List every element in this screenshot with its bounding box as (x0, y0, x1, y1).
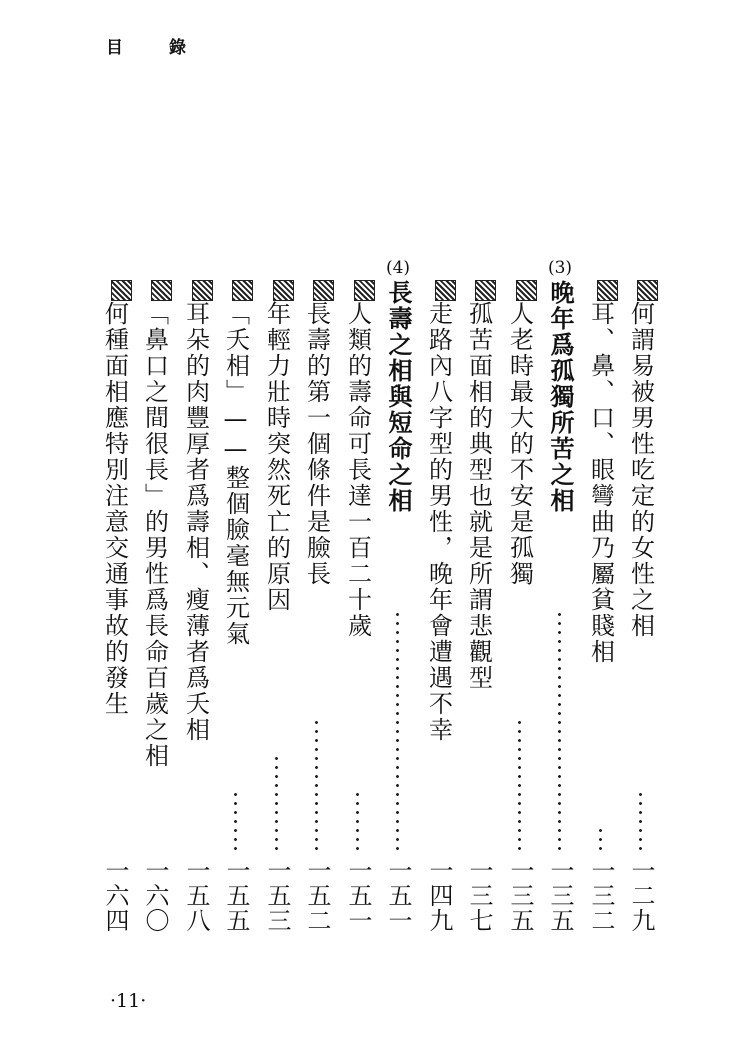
hatched-square-icon (475, 280, 496, 301)
toc-entry-text (260, 280, 294, 613)
toc-entry-text (98, 280, 132, 717)
hatched-square-icon (232, 280, 253, 301)
toc-entry[interactable] (138, 280, 172, 970)
toc-entry-title: 耳朵的肉豐厚者爲壽相、瘦薄者爲夭相 (181, 301, 210, 743)
toc-entry-text (381, 280, 415, 514)
hatched-square-icon (151, 280, 172, 301)
toc-page-number: 一五八 (182, 858, 210, 933)
toc-entry-text (179, 280, 213, 743)
toc-page-number: 一二九 (627, 858, 655, 933)
toc-page-number: 一五二 (303, 858, 331, 933)
toc-entry-text (138, 280, 172, 769)
toc-entry[interactable] (462, 280, 496, 970)
toc-page-number: 一三二 (587, 858, 615, 933)
toc-entry-text (503, 280, 537, 587)
hatched-square-icon (313, 280, 334, 301)
toc-entry-text (624, 280, 658, 639)
dot-leader (234, 790, 237, 850)
hatched-square-icon (192, 280, 213, 301)
toc-entry-title: 「夭相」——整個臉毫無元氣 (221, 301, 250, 647)
toc-entry-title: 何謂易被男性吃定的女性之相 (626, 301, 655, 639)
toc-entry[interactable] (179, 280, 213, 970)
page-number-footer: ·11· (110, 990, 147, 1012)
toc-entry-title: 何種面相應特別注意交通事故的發生 (100, 301, 129, 717)
toc-entry-title: 人老時最大的不安是孤獨 (505, 301, 534, 587)
toc-entry-title: 走路內八字型的男性，晚年會遭遇不幸 (424, 301, 453, 743)
toc-entry[interactable] (341, 280, 375, 970)
toc-entry-title: 人類的壽命可長達一百二十歲 (343, 301, 372, 639)
toc-entry-title: 晚年爲孤獨所苦之相 (546, 280, 574, 514)
toc-entry-title: 年輕力壯時突然死亡的原因 (262, 301, 291, 613)
toc-entry-title: 耳、鼻、口、眼彎曲乃屬貧賤相 (586, 301, 615, 665)
toc-entry[interactable] (219, 280, 253, 970)
toc-entry-text (584, 280, 618, 665)
dot-leader (558, 610, 561, 850)
toc-page-number: 一六〇 (141, 858, 169, 933)
dot-leader (396, 610, 399, 850)
toc-entry-title: 孤苦面相的典型也就是所謂悲觀型 (464, 301, 493, 691)
hatched-square-icon (354, 280, 375, 301)
toc-page-number: 一四九 (425, 858, 453, 933)
toc-page-number: 一五一 (344, 858, 372, 933)
toc-page-number: 一三七 (465, 858, 493, 933)
toc-entry-title: 長壽的第一個條件是臉長 (302, 301, 331, 587)
toc-entry-text (219, 280, 253, 647)
hatched-square-icon (597, 280, 618, 301)
toc-entry-title: 長壽之相與短命之相 (384, 280, 412, 514)
dot-leader (639, 790, 642, 850)
toc-page-number: 一五五 (222, 858, 250, 933)
toc-entry[interactable] (98, 280, 132, 970)
toc-entry[interactable] (503, 280, 537, 970)
page-header-title: 目錄 (106, 38, 232, 58)
toc-entry-text (543, 280, 577, 514)
toc-entry-text (341, 280, 375, 639)
toc-section-heading[interactable] (381, 280, 415, 970)
toc-entry[interactable] (300, 280, 334, 970)
hatched-square-icon (516, 280, 537, 301)
hatched-square-icon (637, 280, 658, 301)
hatched-square-icon (111, 280, 132, 301)
dot-leader (356, 790, 359, 850)
toc-entry-text (462, 280, 496, 691)
toc-page-number: 一六四 (101, 858, 129, 933)
hatched-square-icon (435, 280, 456, 301)
dot-leader (599, 826, 602, 850)
dot-leader (518, 718, 521, 850)
toc-section-heading[interactable] (543, 280, 577, 970)
dot-leader (315, 718, 318, 850)
toc-page-number: 一五一 (384, 858, 412, 933)
section-number: (3) (547, 258, 573, 278)
toc-entry[interactable] (260, 280, 294, 970)
hatched-square-icon (273, 280, 294, 301)
toc-page-number: 一三五 (506, 858, 534, 933)
toc-entry-title: 「鼻口之間很長」的男性爲長命百歲之相 (140, 301, 169, 769)
toc-entry-text (300, 280, 334, 587)
toc-page-number: 一三五 (546, 858, 574, 933)
toc-entry[interactable] (624, 280, 658, 970)
dot-leader (275, 754, 278, 850)
toc-entry[interactable] (584, 280, 618, 970)
toc-entry-text (422, 280, 456, 743)
toc-entry[interactable] (422, 280, 456, 970)
toc-page-number: 一五三 (263, 858, 291, 933)
section-number: (4) (385, 258, 411, 278)
